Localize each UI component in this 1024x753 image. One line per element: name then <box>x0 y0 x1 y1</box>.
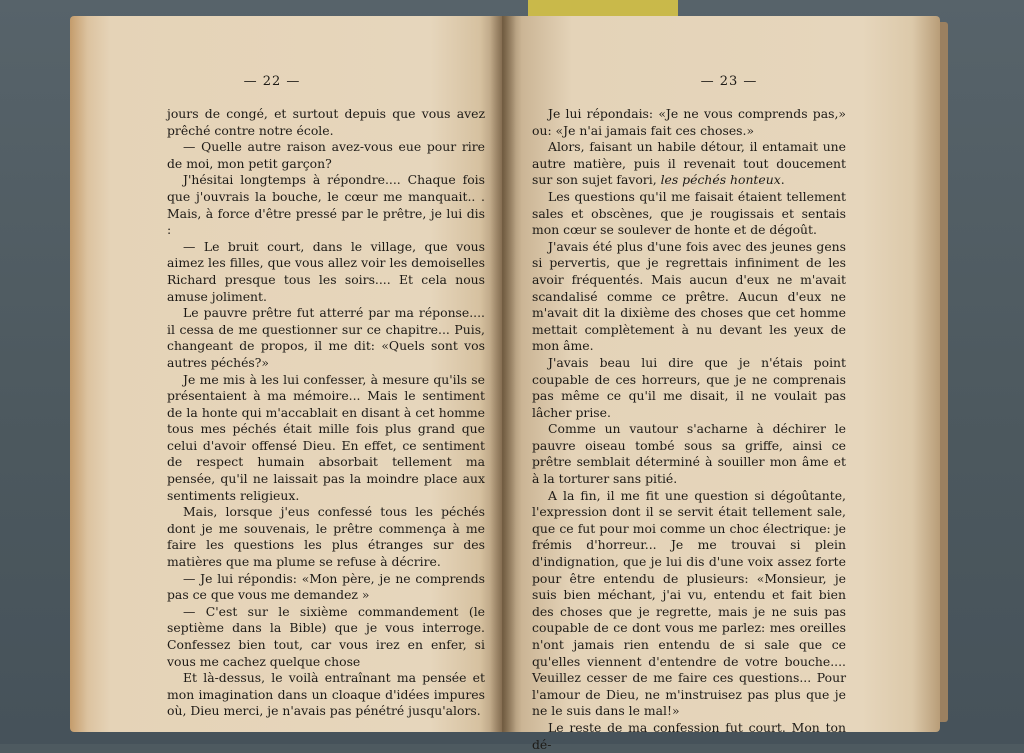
paragraph: Le reste de ma confession fut court. Mon ton dé- <box>532 719 846 752</box>
paragraph: — Le bruit court, dans le village, que vous aimez les filles, que vous allez voir les demoiselles Richard presque tous les soirs.... Et cela nous amuse joliment. <box>167 238 485 304</box>
paragraph: A la fin, il me fit une question si dégoûtante, l'expression dont il se servit était tellement sale, que ce fut pour moi comme un choc électrique: je frémis d'horreur... Je me trouvai si plein d'indignation, que je lui dis d'une voix assez forte pour être entendu de plusieurs: «Monsieur, je suis bien méchant, j'ai vu, entendu et fait bien des choses que je regrette, mais je ne suis pas coupable de ce dont vous me parlez: mes oreilles n'ont jamais rien entendu de si sale que ce qu'elles viennent d'entendre de votre bouche.... Veuillez cesser de me faire ces questions... Pour l'amour de Dieu, ne m'instruisez pas plus que je ne le suis dans le mal!» <box>532 487 846 719</box>
italic-phrase: les péchés honteux <box>660 172 781 188</box>
paragraph: Je lui répondais: «Je ne vous comprends pas,» ou: «Je n'ai jamais fait ces choses.» <box>532 106 846 138</box>
paragraph: jours de congé, et surtout depuis que vous avez prêché contre notre école. <box>167 106 485 138</box>
right-page-text <box>532 106 846 753</box>
paragraph: J'avais beau lui dire que je n'étais point coupable de ces horreurs, que je ne comprenais pas même ce qu'il me disait, il ne voulait pas lâcher prise. <box>532 354 846 420</box>
paragraph: Mais, lorsque j'eus confessé tous les péchés dont je me souvenais, le prêtre commença à me faire les questions les plus étranges sur des matières que ma plume se refuse à décrire. <box>167 504 485 570</box>
page-number-right: — 23 — <box>700 74 758 89</box>
paragraph: Les questions qu'il me faisait étaient tellement sales et obscènes, que je rougissais et sentais mon cœur se soulever de honte et de dégoût. <box>532 188 846 238</box>
paragraph: — Je lui répondis: «Mon père, je ne comprends pas ce que vous me demandez » <box>167 570 485 603</box>
paragraph <box>532 139 846 189</box>
paragraph: — C'est sur le sixième commandement (le septième dans la Bible) que je vous interroge. Confessez bien tout, car vous irez en enfer, si vous me cachez quelque chose <box>167 603 485 669</box>
page-number-left: — 22 — <box>243 74 301 89</box>
paragraph-text: Alors, faisant un habile détour, il entamait une autre matière, puis il revenait tout doucement sur son sujet favori, <box>532 139 846 188</box>
paragraph: Comme un vautour s'acharne à déchirer le pauvre oiseau tombé sous sa griffe, ainsi ce prêtre semblait déterminé à souiller mon âme et à la torturer sans pitié. <box>532 421 846 487</box>
paragraph: — Quelle autre raison avez-vous eue pour rire de moi, mon petit garçon? <box>167 139 485 171</box>
paragraph: J'avais été plus d'une fois avec des jeunes gens si pervertis, que je regrettais infiniment de les avoir fréquentés. Mais aucun d'eux ne m'avait scandalisé comme ce prêtre. Aucun d'eux ne m'avait dit la dixième des choses que cet homme mettait complètement à nu devant les yeux de mon âme. <box>532 238 846 354</box>
paragraph: J'hésitai longtemps à répondre.... Chaque fois que j'ouvrais la bouche, le cœur me manquait.. . Mais, à force d'être pressé par le prêtre, je lui dis : <box>167 172 485 238</box>
bookmark-strip <box>528 0 678 16</box>
left-page <box>70 16 502 732</box>
open-book <box>70 16 940 752</box>
right-page <box>502 16 940 752</box>
left-page-text <box>167 106 485 720</box>
paragraph-end: . <box>780 172 785 188</box>
paragraph: Le pauvre prêtre fut atterré par ma réponse.... il cessa de me questionner sur ce chapitre... Puis, changeant de propos, il me dit: «Quels sont vos autres péchés?» <box>167 305 485 370</box>
paragraph: Je me mis à les lui confesser, à mesure qu'ils se présentaient à ma mémoire... Mais le sentiment de la honte qui m'accablait en disant à cet homme tous mes péchés était mille fois plus grand que celui d'avoir offensé Dieu. En effet, ce sentiment de respect humain absorbait tellement ma pensée, qu'il ne laissait pas la moindre place aux sentiments religieux. <box>167 371 485 503</box>
paragraph: Et là-dessus, le voilà entraînant ma pensée et mon imagination dans un cloaque d'idées impures où, Dieu merci, je n'avais pas pénétré jusqu'alors. <box>167 670 485 719</box>
